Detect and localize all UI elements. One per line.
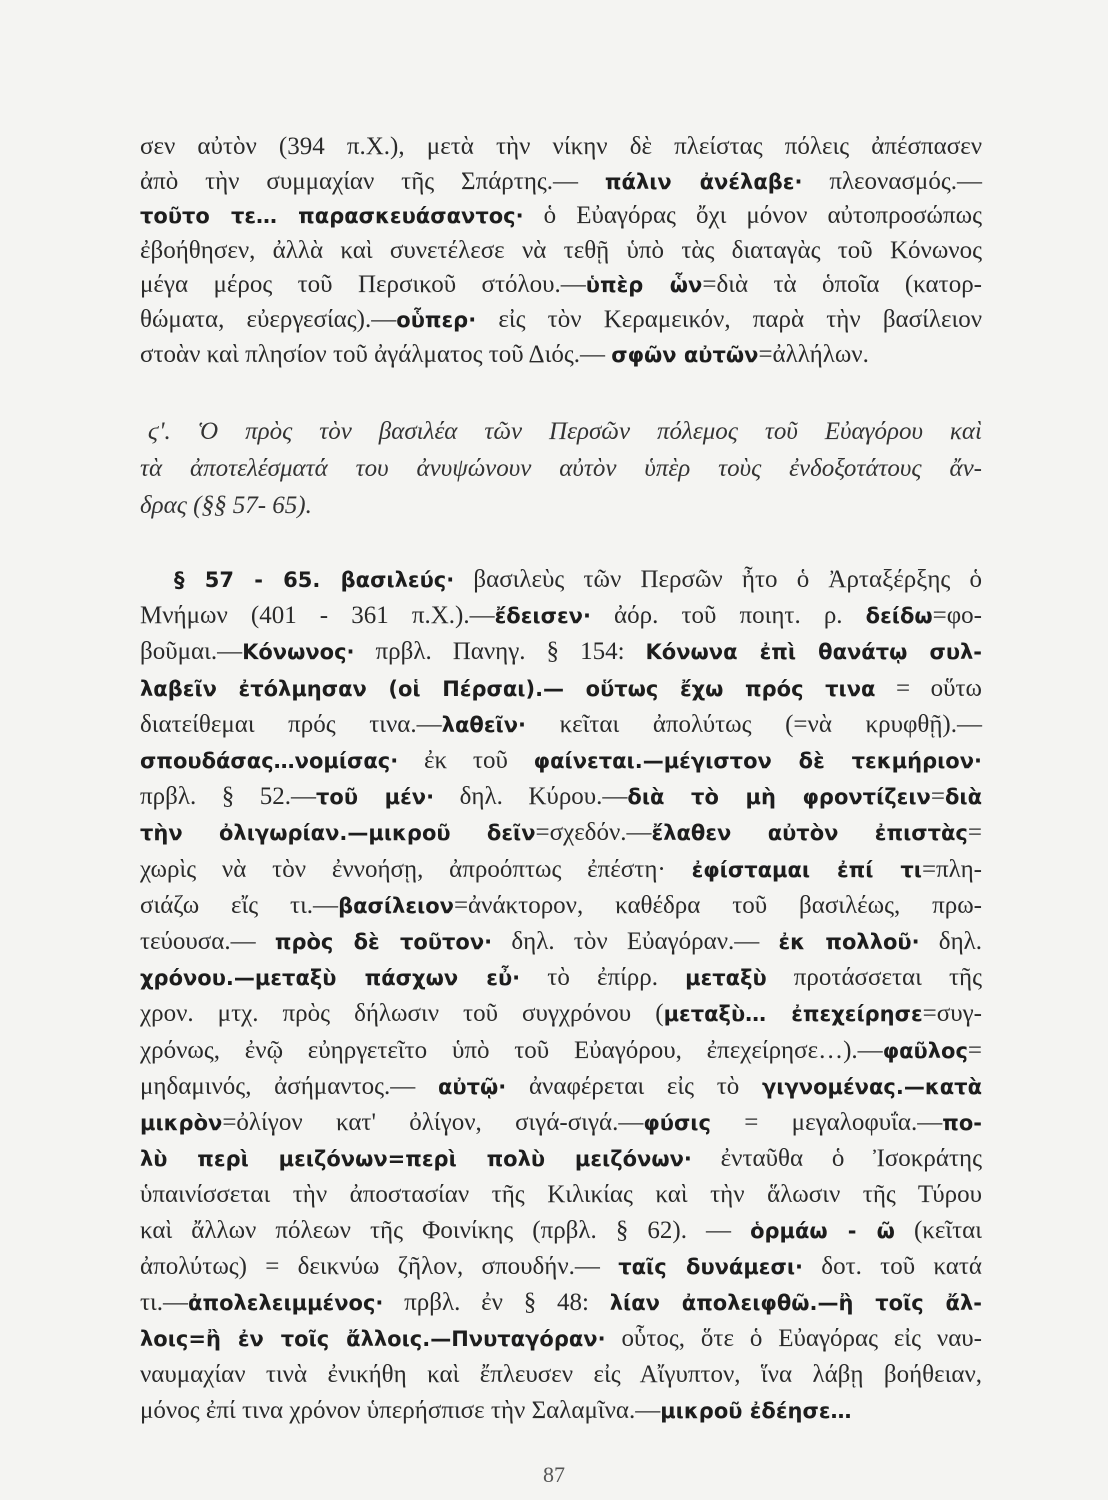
text-line <box>140 1357 982 1392</box>
text-line <box>140 1213 982 1249</box>
text-run: =ὀλίγον κατ' ὀλίγον, σιγά-σιγά.— <box>222 1109 644 1137</box>
lemma-bold: φύσις <box>643 1111 711 1136</box>
text-line <box>140 598 982 634</box>
text-run: οὗτος, ὅτε ὁ Εὐαγόρας εἰς ναυ- <box>605 1325 983 1353</box>
lemma-bold: οὗπερ· <box>396 307 477 332</box>
text-line <box>140 671 982 707</box>
text-line <box>140 338 982 373</box>
text-run: = <box>930 783 945 811</box>
lemma-bold: διὰ <box>944 785 983 810</box>
lemma-bold: χρόνου.—μεταξὺ πάσχων εὖ· <box>140 966 521 991</box>
text-line <box>140 130 982 165</box>
lemma-bold: σφῶν αὐτῶν <box>611 342 759 367</box>
text-run: πρβλ. ἐν § 48: <box>383 1289 610 1317</box>
lemma-bold: βασίλειον <box>338 893 454 918</box>
text-line <box>140 1177 982 1212</box>
text-run: = μεγαλοφυΐα.— <box>710 1109 943 1137</box>
text-run: =πλη- <box>921 855 982 883</box>
text-line <box>140 562 982 598</box>
text-run: χωρὶς νὰ τὸν ἐννοήσῃ, ἀπροόπτως ἐπέστη· <box>140 855 692 883</box>
text-line <box>140 815 982 851</box>
text-run: = <box>967 819 982 847</box>
text-run: σιάζω εἴς τι.— <box>140 891 339 919</box>
lemma-bold: δείδω <box>865 604 933 629</box>
text-line <box>140 165 982 200</box>
page-number: 87 <box>543 1462 565 1487</box>
lemma-bold: Κόνωνα ἐπὶ θανάτῳ συλ- <box>645 640 983 665</box>
text-run: (κεῖται <box>894 1216 982 1244</box>
text-run: τὰ ἀποτελέσματά του ἀνυψώνουν αὐτὸν ὑπὲρ τοὺς ἐνδοξοτάτους ἄν- <box>140 455 982 482</box>
text-line <box>140 888 982 924</box>
lemma-bold: πάλιν ἀνέλαβε· <box>604 169 803 194</box>
text-run: χρον. μτχ. πρὸς δήλωσιν τοῦ συγχρόνου ( <box>140 1000 664 1028</box>
text-run: δηλ. τὸν Εὐαγόραν.— <box>492 928 779 956</box>
text-run: πρβλ. Πανηγ. § 154: <box>354 638 646 666</box>
text-line <box>140 852 982 888</box>
text-run: ϛ'. Ὁ πρὸς τὸν βασιλέα τῶν Περσῶν πόλεμος τοῦ Εὐαγόρου καὶ <box>148 418 982 445</box>
text-line <box>140 1069 982 1105</box>
lemma-bold: μεταξὺ… ἐπεχείρησε <box>663 1002 923 1027</box>
text-run: Μνήμων (401 - 361 π.Χ.).— <box>140 602 495 630</box>
text-run: = <box>967 1036 982 1064</box>
text-run: τὸ ἐπίρρ. <box>520 964 686 992</box>
text-line <box>140 924 982 960</box>
text-line <box>140 1105 982 1141</box>
text-run: μόνος ἐπί τινα χρόνον ὑπερήσπισε τὴν Σαλαμῖνα.— <box>140 1396 661 1424</box>
text-run: εἰς τὸν Κεραμεικόν, παρὰ τὴν βασίλειον <box>476 305 983 333</box>
text-run: πρβλ. § 52.— <box>140 783 317 811</box>
lemma-bold: φαίνεται.—μέγιστον δὲ τεκμήριον· <box>533 749 982 774</box>
text-run: =ἀλλήλων. <box>758 340 869 368</box>
lemma-bold: διὰ τὸ μὴ φροντίζειν <box>627 785 931 810</box>
lemma-bold: γιγνομένας.—κατὰ <box>762 1074 982 1099</box>
lemma-bold: ὑπὲρ ὧν <box>585 273 703 298</box>
lemma-bold: αὐτῷ· <box>438 1074 507 1099</box>
text-line <box>140 996 982 1032</box>
text-run: ἐνταῦθα ὁ Ἰσοκράτης <box>691 1145 982 1173</box>
lemma-bold: σπουδάσας…νομίσας· <box>140 749 399 774</box>
paragraph-commentary-continued <box>140 130 982 372</box>
text-run: μέγα μέρος τοῦ Περσικοῦ στόλου.— <box>140 271 586 299</box>
text-line <box>140 1033 982 1069</box>
lemma-bold: λαβεῖν ἐτόλμησαν (οἱ Πέρσαι).— οὕτως ἔχω πρός τινα <box>140 676 876 701</box>
text-run: ὑπαινίσσεται τὴν ἀποστασίαν τῆς Κιλικίας καὶ τὴν ἅλωσιν τῆς Τύρου <box>140 1181 982 1209</box>
text-line <box>140 1285 982 1321</box>
lemma-bold: μικροῦ ἐδέησε… <box>660 1398 852 1423</box>
text-run: ὁ Εὐαγόρας ὄχι μόνον αὐτοπροσώπως <box>523 202 982 230</box>
text-run: =διὰ τὰ ὁποῖα (κατορ- <box>702 271 982 299</box>
text-run: ναυμαχίαν τινὰ ἐνικήθη καὶ ἔπλευσεν εἰς Αἴγυπτον, ἵνα λάβῃ βοήθειαν, <box>140 1361 982 1389</box>
lemma-bold: πρὸς δὲ τοῦτον· <box>274 930 493 955</box>
text-run: ἀόρ. τοῦ ποιητ. ρ. <box>590 602 866 630</box>
text-line <box>140 450 982 487</box>
text-run: =συγ- <box>922 1000 982 1028</box>
lemma-bold: Κόνωνος· <box>242 640 355 665</box>
text-run: κεῖται ἀπολύτως (=νὰ κρυφθῇ).— <box>525 710 982 738</box>
text-run: βασιλεὺς τῶν Περσῶν ἦτο ὁ Ἀρταξέρξης ὁ <box>454 566 982 593</box>
text-line <box>140 199 982 234</box>
text-run: βοῦμαι.— <box>140 638 243 666</box>
paragraph-commentary-57-65 <box>140 562 982 1429</box>
text-run: σεν αὐτὸν (394 π.Χ.), μετὰ τὴν νίκην δὲ πλείστας πόλεις ἀπέσπασεν <box>140 133 982 160</box>
lemma-bold: λοις=ἢ ἐν τοῖς ἄλλοις.—Πνυταγόραν· <box>140 1327 606 1352</box>
text-line <box>140 487 982 524</box>
lemma-bold: λίαν ἀπολειφθῶ.—ἢ τοῖς ἄλ- <box>609 1291 982 1316</box>
lemma-bold: τοῦ μέν· <box>316 785 435 810</box>
text-line <box>140 303 982 338</box>
text-line <box>140 1393 982 1429</box>
lemma-bold: § 57 - 65. βασιλεύς· <box>174 568 455 592</box>
text-run: = οὕτω <box>875 674 982 702</box>
text-run: τι.— <box>140 1289 189 1317</box>
text-run: θώματα, εὐεργεσίας).— <box>140 305 397 333</box>
lemma-bold: ταῖς δυνάμεσι· <box>618 1254 804 1279</box>
text-run: μηδαμινός, ἀσήμαντος.— <box>140 1072 438 1100</box>
text-line <box>140 960 982 996</box>
lemma-bold: ἐκ πολλοῦ· <box>778 930 920 955</box>
text-run: προτάσσεται τῆς <box>766 964 983 992</box>
text-line <box>140 234 982 269</box>
section-heading <box>140 413 982 524</box>
lemma-bold: τοῦτο τε… παρασκευάσαντος· <box>140 204 524 229</box>
lemma-bold: λαθεῖν· <box>441 712 526 737</box>
text-line <box>140 707 982 743</box>
lemma-bold: μεταξὺ <box>685 966 767 991</box>
lemma-bold: τὴν ὀλιγωρίαν.—μικροῦ δεῖν <box>140 821 536 846</box>
text-line <box>140 1141 982 1177</box>
text-run: δηλ. Κύρου.— <box>434 783 628 811</box>
text-run: τεύουσα.— <box>140 928 275 956</box>
lemma-bold: ὁρμάω - ῶ <box>750 1218 895 1243</box>
text-run: δοτ. τοῦ κατά <box>803 1252 982 1280</box>
text-run: διατείθεμαι πρός τινα.— <box>140 710 442 738</box>
lemma-bold: φαῦλος <box>882 1038 968 1063</box>
text-run: χρόνως, ἐνῷ εὐηργετεῖτο ὑπὸ τοῦ Εὐαγόρου, ἐπεχείρησε…).— <box>140 1036 883 1064</box>
lemma-bold: ἀπολελειμμένος· <box>188 1291 384 1316</box>
lemma-bold: ἔλαθεν αὐτὸν ἐπιστὰς <box>651 821 968 846</box>
text-run: =φο- <box>932 602 983 630</box>
lemma-bold: πο- <box>942 1111 982 1136</box>
text-line <box>140 1321 982 1357</box>
lemma-bold: λὺ περὶ μειζόνων=περὶ πολὺ μειζόνων· <box>140 1147 692 1172</box>
lemma-bold: ἔδεισεν· <box>494 604 591 629</box>
text-run: καὶ ἄλλων πόλεων τῆς Φοινίκης (πρβλ. § 62). — <box>140 1216 751 1244</box>
text-run: δρας (§§ 57- 65). <box>140 492 312 519</box>
text-run: ἐκ τοῦ <box>398 747 534 775</box>
text-run: =σχεδόν.— <box>535 819 652 847</box>
text-line <box>140 268 982 303</box>
text-line <box>140 743 982 779</box>
text-line <box>140 779 982 815</box>
text-line <box>140 413 982 450</box>
text-run: ἀναφέρεται εἰς τὸ <box>506 1072 762 1100</box>
text-line <box>140 634 982 670</box>
text-run: ἀπολύτως) = δεικνύω ζῆλον, σπουδήν.— <box>140 1252 619 1280</box>
text-run: ἀπὸ τὴν συμμαχίαν τῆς Σπάρτης.— <box>140 167 605 195</box>
text-run: στοὰν καὶ πλησίον τοῦ ἀγάλματος τοῦ Διός.— <box>140 340 612 368</box>
text-run: ἐβοήθησεν, ἀλλὰ καὶ συνετέλεσε νὰ τεθῇ ὑπὸ τὰς διαταγὰς τοῦ Κόνωνος <box>140 236 982 264</box>
text-run: =ἀνάκτορον, καθέδρα τοῦ βασιλέως, πρω- <box>453 891 982 919</box>
lemma-bold: μικρὸν <box>140 1111 223 1136</box>
text-run: δηλ. <box>919 928 983 956</box>
text-line <box>140 1249 982 1285</box>
text-run: πλεονασμός.— <box>802 167 982 195</box>
lemma-bold: ἐφίσταμαι ἐπί τι <box>691 857 922 882</box>
